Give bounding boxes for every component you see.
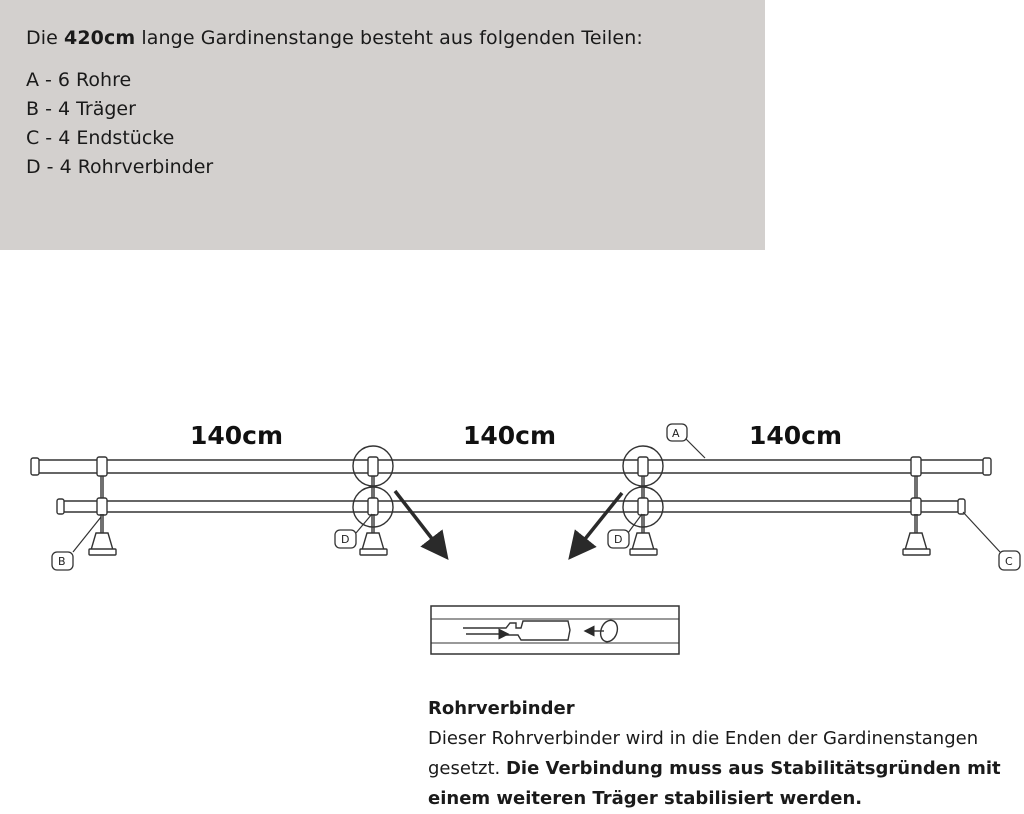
connector-detail [431,606,679,654]
part-b: B - 4 Träger [26,98,136,120]
callout-d-right: D [614,533,623,546]
segment-label-3: 140cm [749,421,843,450]
segment-label-2: 140cm [463,421,557,450]
front-rod [31,458,991,475]
note-body [428,724,1024,814]
part-a: A - 6 Rohre [26,69,132,91]
callout-b: B [58,555,66,568]
arrow-left [395,491,440,549]
end-cap-front-left [31,458,39,475]
total-length: 420cm [64,27,136,49]
callout-a: A [672,427,680,440]
callout-d-left: D [341,533,350,546]
connector-highlights [353,446,663,527]
callout-c: C [1005,555,1013,568]
end-cap-back-left [57,499,64,514]
intro-prefix: Die [26,27,65,49]
note-text: Dieser Rohrverbinder wird in die Enden der Gardinenstangen gesetzt. [428,728,979,779]
back-rod [57,499,965,514]
part-c: C - 4 Endstücke [26,127,175,149]
part-d: D - 4 Rohrverbinder [26,156,214,178]
segment-label-1: 140cm [190,421,284,450]
note-warning: Die Verbindung muss aus Stabilitätsgründen mit einem weiteren Träger stabilisiert werden. [428,758,1001,809]
end-cap-front-right [983,458,991,475]
note-title: Rohrverbinder [428,698,575,719]
end-cap-back-right [958,499,965,514]
intro-suffix: lange Gardinenstange besteht aus folgenden Teilen: [135,27,643,49]
connector-note [428,694,1024,814]
